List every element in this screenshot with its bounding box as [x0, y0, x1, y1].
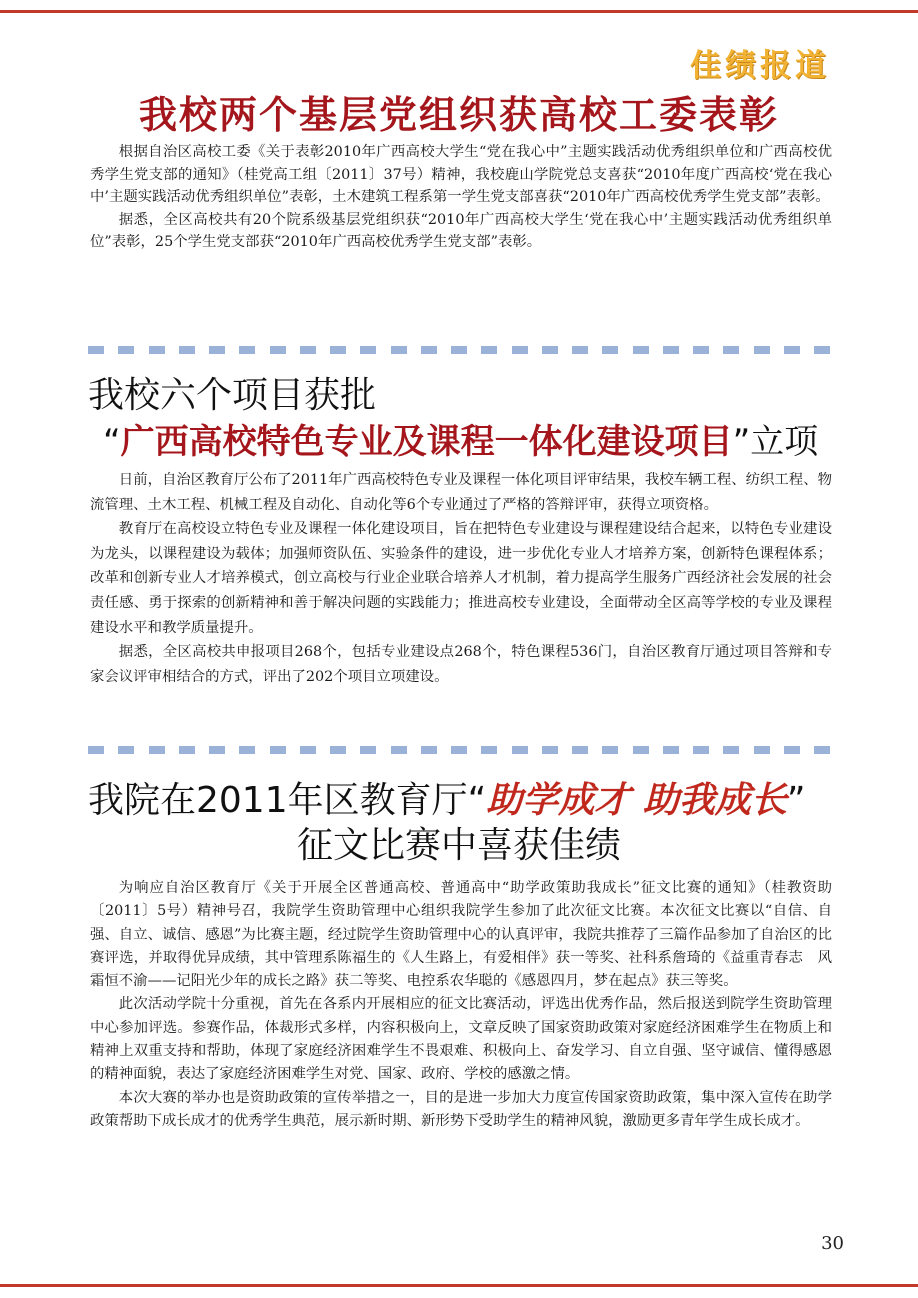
article2-paragraph: 日前，自治区教育厅公布了2011年广西高校特色专业及课程一体化项目评审结果，我校车辆工程、纺织工程、物流管理、土木工程、机械工程及自动化、自动化等6个专业通过了严格的答辩评审，获得立项资格。: [90, 472, 832, 513]
dash-segment: [723, 746, 739, 754]
article3-paragraph: 本次大赛的举办也是资助政策的宣传举措之一，目的是进一步加大力度宣传国家资助政策，集中深入宣传在助学政策帮助下成长成才的优秀学生典范，展示新时期、新形势下受助学生的精神风貌，激励更多青年学生成长成才。: [90, 1089, 832, 1129]
dash-segment: [330, 746, 346, 754]
top-rule: [0, 10, 918, 13]
dash-segment: [149, 746, 165, 754]
dash-segment: [421, 746, 437, 754]
dash-segment: [814, 346, 830, 354]
dash-segment: [633, 746, 649, 754]
dash-segment: [239, 346, 255, 354]
article2-paragraph: 教育厅在高校设立特色专业及课程一体化建设项目，旨在把特色专业建设与课程建设结合起来，以特色专业建设为龙头，以课程建设为载体；加强师资队伍、实验条件的建设，进一步优化专业人才培养方案，创新特色课程体系；改革和创新专业人才培养模式，创立高校与行业企业联合培养人才机制，着力提高学生服务广西经济社会发展的社会责任感、勇于探索的创新精神和善于解决问题的实践能力；推进高校专业建设，全面带动全区高等学校的专业及课程建设水平和教学质量提升。: [90, 521, 832, 636]
open-quote: “: [103, 422, 121, 462]
dash-segment: [421, 346, 437, 354]
dash-segment: [784, 746, 800, 754]
dash-segment: [542, 346, 558, 354]
dash-segment: [693, 746, 709, 754]
dash-segment: [209, 746, 225, 754]
dash-segment: [451, 746, 467, 754]
dash-segment: [391, 346, 407, 354]
article1-body: [90, 141, 832, 254]
dash-segment: [179, 346, 195, 354]
dash-segment: [784, 346, 800, 354]
dash-segment: [391, 746, 407, 754]
dash-segment: [88, 346, 104, 354]
article3-paragraph: 为响应自治区教育厅《关于开展全区普通高校、普通高中“助学政策助我成长”征文比赛的通知》（桂教资助〔2011〕5号）精神号召，我院学生资助管理中心组织我院学生参加了此次征文比赛。本次征文比赛以“自信、自强、自立、诚信、感恩”为比赛主题，经过院学生资助管理中心的认真评审，我院共推荐了三篇作品参加了自治区的比赛评选，并取得优异成绩，其中管理系陈福生的《人生路上，有爱相伴》获一等奖、社科系詹琦的《益重青春志 风霜恒不渝——记阳光少年的成长之路》获二等奖、电控系农华聪的《感恩四月，梦在起点》获三等奖。: [90, 880, 832, 990]
dash-segment: [481, 346, 497, 354]
dash-segment: [663, 346, 679, 354]
dash-segment: [572, 346, 588, 354]
bottom-rule: [0, 1284, 918, 1287]
article2-title-line2: [103, 414, 818, 463]
dash-segment: [542, 746, 558, 754]
dash-segment: [209, 346, 225, 354]
article3-paragraph: 此次活动学院十分重视，首先在各系内开展相应的征文比赛活动，评选出优秀作品，然后报送到院学生资助管理中心参加评选。参赛作品，体裁形式多样，内容积极向上，文章反映了国家资助政策对家庭经济困难学生在物质上和精神上双重支持和帮助，体现了家庭经济困难学生不畏艰难、积极向上、奋发学习、自立自强、坚守诚信、懂得感恩的精神面貌，表达了家庭经济困难学生对党、国家、政府、学校的感激之情。: [90, 996, 832, 1083]
dash-segment: [88, 746, 104, 754]
dash-segment: [602, 746, 618, 754]
dash-segment: [754, 346, 770, 354]
section-tag: 佳绩报道: [690, 48, 830, 84]
dash-segment: [663, 746, 679, 754]
article2-body: [90, 468, 832, 689]
article1-paragraph: 据悉，全区高校共有20个院系级基层党组织获“2010年广西高校大学生‘党在我心中’主题实践活动优秀组织单位”表彰，25个学生党支部获“2010年广西高校优秀学生党支部”表彰。: [90, 211, 832, 251]
article1-title: 我校两个基层党组织获高校工委表彰: [138, 93, 779, 137]
article2-title-line1: 我校六个项目获批: [88, 375, 377, 416]
dash-segment: [330, 346, 346, 354]
dash-segment: [602, 346, 618, 354]
article2-paragraph: 据悉，全区高校共申报项目268个，包括专业建设点268个，特色课程536门，自治区教育厅通过项目答辩和专家会议评审相结合的方式，评出了202个项目立项建设。: [90, 644, 832, 685]
dash-segment: [239, 746, 255, 754]
dash-segment: [270, 746, 286, 754]
dash-segment: [360, 346, 376, 354]
dash-segment: [118, 346, 134, 354]
dash-segment: [451, 346, 467, 354]
dash-segment: [300, 746, 316, 754]
dash-segment: [481, 746, 497, 754]
article3-body: [90, 877, 832, 1133]
dash-segment: [118, 746, 134, 754]
dash-segment: [693, 346, 709, 354]
article3-title-emphasis: 助学成才 助我成长: [486, 779, 787, 821]
dash-segment: [270, 346, 286, 354]
dash-segment: [754, 746, 770, 754]
dashed-divider: [88, 746, 830, 754]
dash-segment: [723, 346, 739, 354]
dash-segment: [360, 746, 376, 754]
article3-title-line2: 征文比赛中喜获佳绩: [296, 825, 621, 866]
dash-segment: [814, 746, 830, 754]
article2-title-emphasis: 广西高校特色专业及课程一体化建设项目: [120, 422, 733, 462]
article1-paragraph: 根据自治区高校工委《关于表彰2010年广西高校大学生“党在我心中”主题实践活动优秀组织单位和广西高校优秀学生党支部的通知》（桂党高工组〔2011〕37号）精神，我校鹿山学院党总支喜获“2010年度广西高校‘党在我心中’主题实践活动优秀组织单位”表彰，土木建筑工程系第一学生党支部喜获“2010年广西高校优秀学生党支部”表彰。: [90, 144, 832, 206]
article3-title-post: ”: [786, 780, 806, 821]
dash-segment: [300, 346, 316, 354]
dashed-divider: [88, 346, 830, 354]
dash-segment: [512, 746, 528, 754]
dash-segment: [633, 346, 649, 354]
page-number: 30: [821, 1233, 844, 1254]
close-quote: ”立项: [732, 422, 819, 462]
dash-segment: [572, 746, 588, 754]
dash-segment: [149, 346, 165, 354]
article3-title-line1: [88, 772, 805, 823]
article3-title-pre: 我院在2011年区教育厅“: [88, 780, 487, 821]
dash-segment: [512, 346, 528, 354]
dash-segment: [179, 746, 195, 754]
